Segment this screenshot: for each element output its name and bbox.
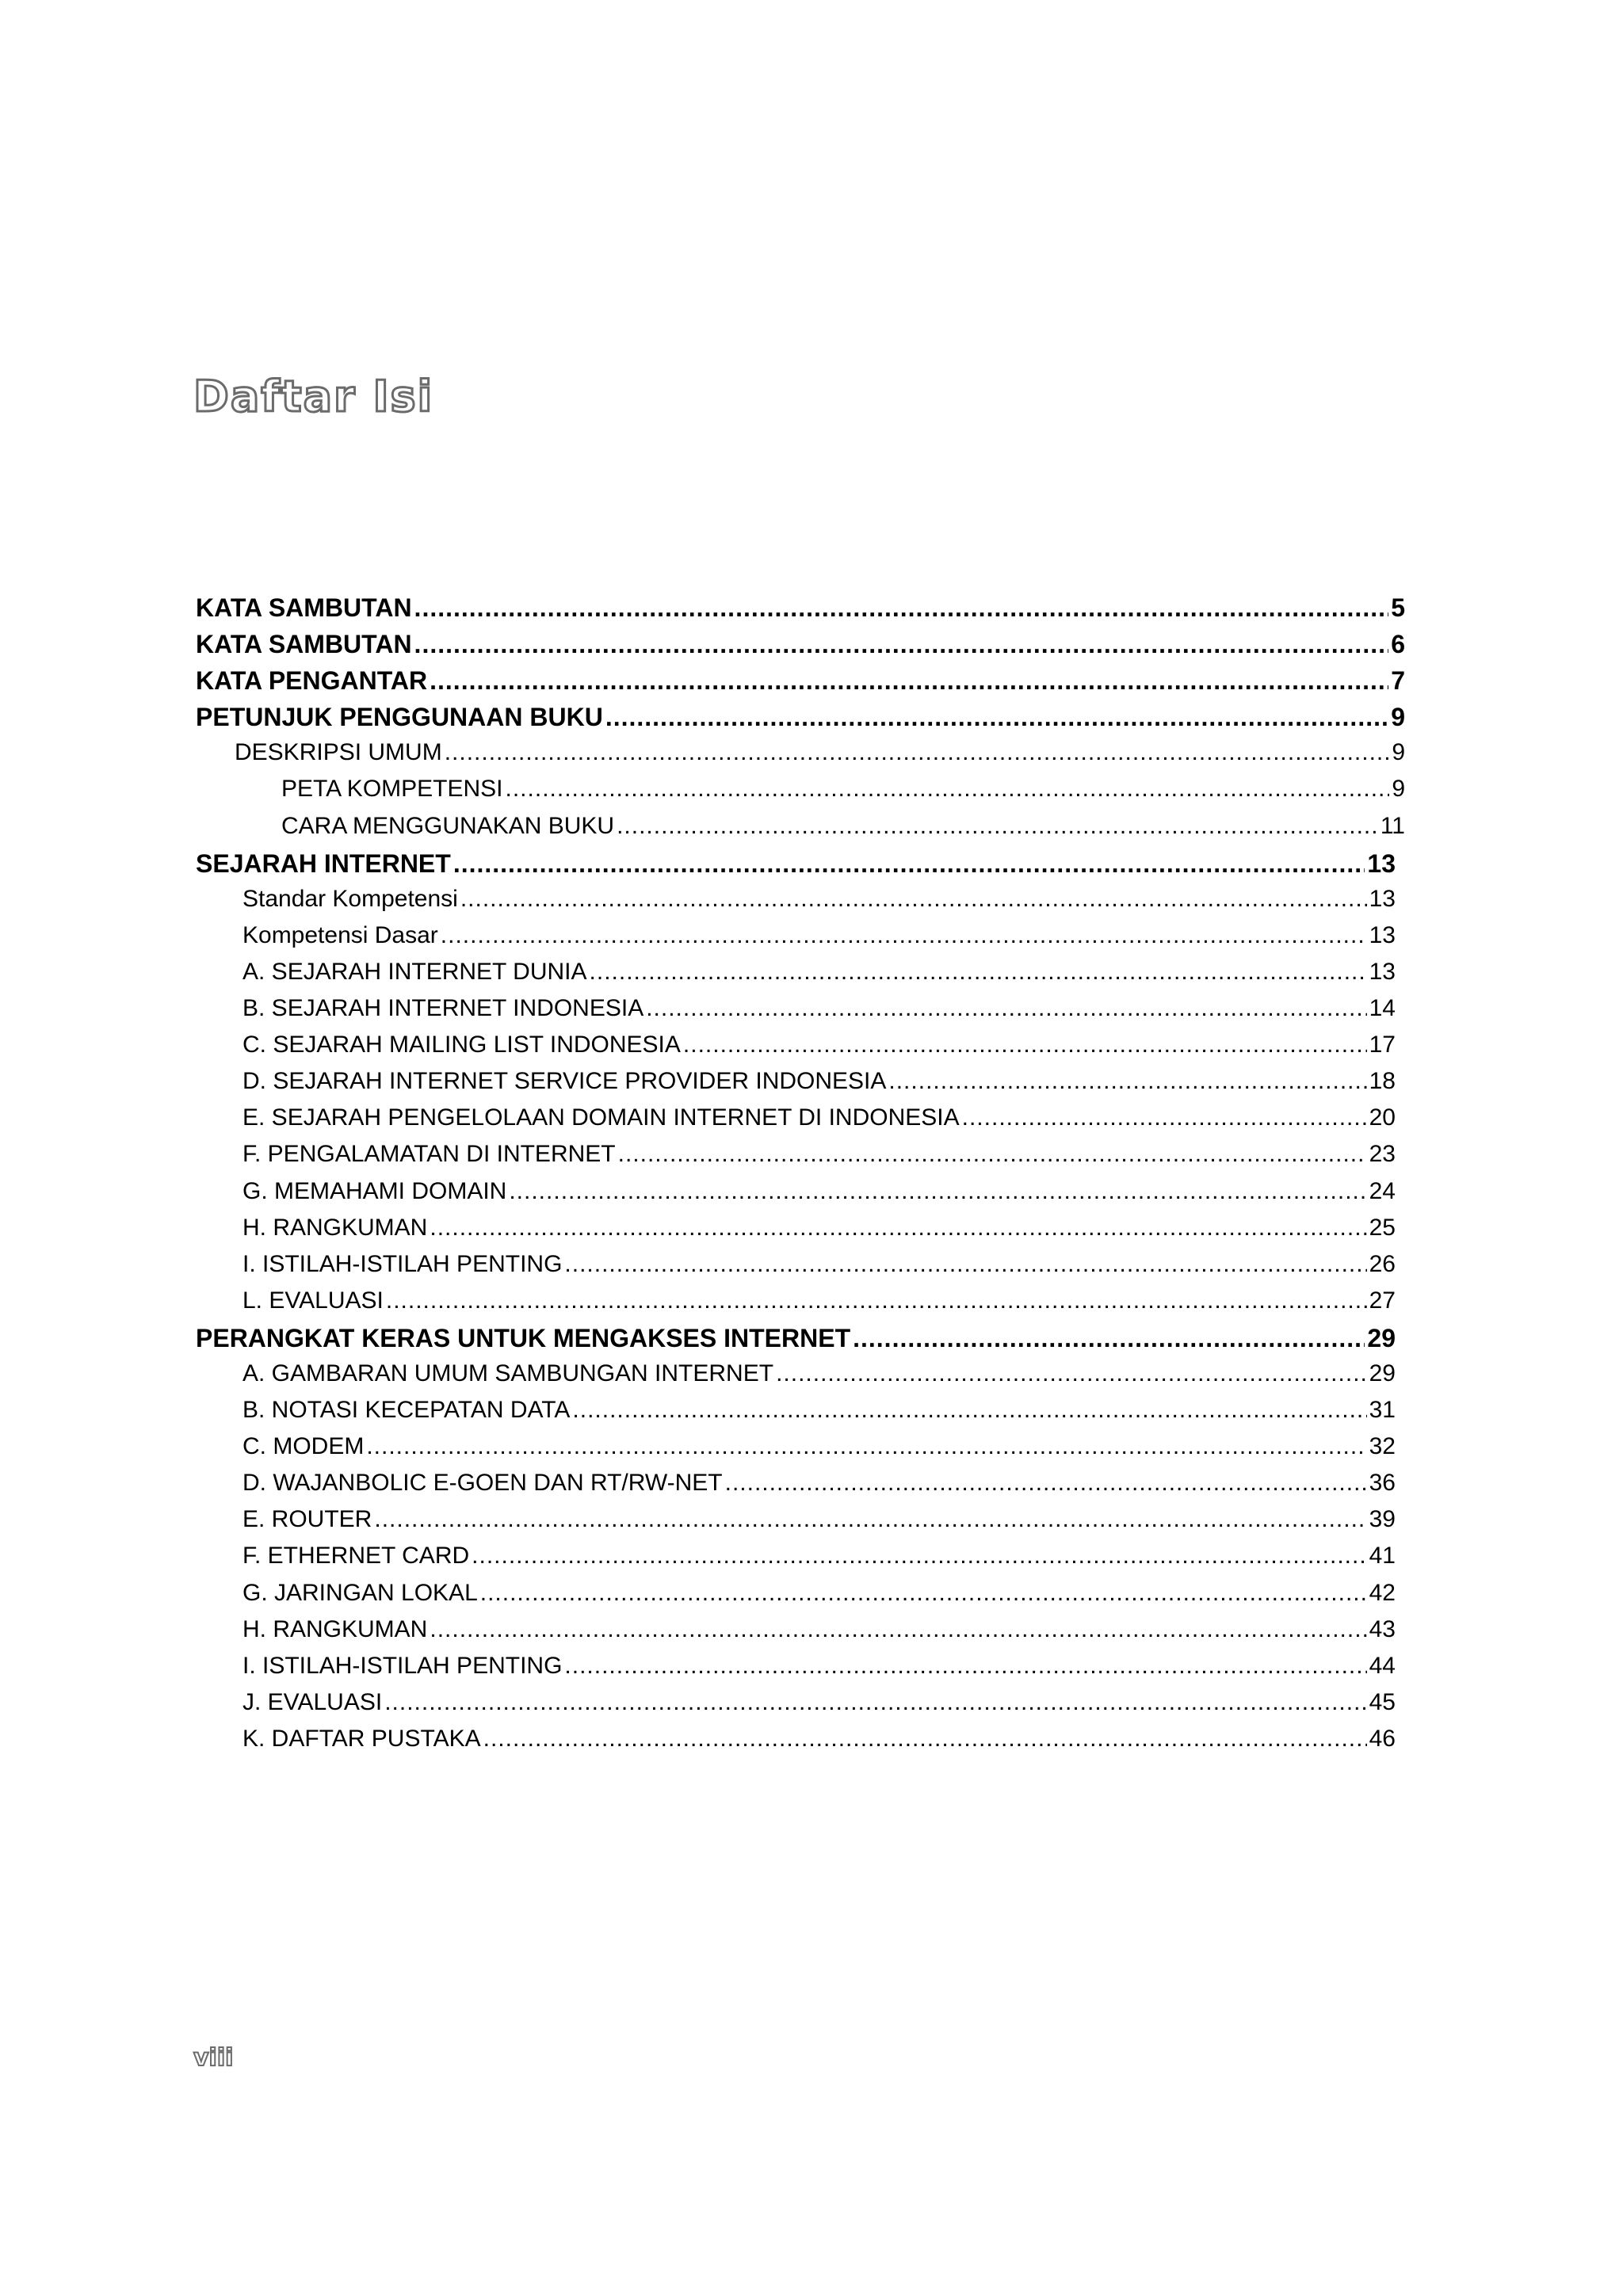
toc-entry-page: 25 <box>1369 1214 1396 1241</box>
dot-leader <box>483 1726 1367 1753</box>
dot-leader <box>617 813 1378 840</box>
dot-leader <box>618 1141 1367 1168</box>
toc-entry-page: 43 <box>1369 1615 1396 1642</box>
toc-entry[interactable] <box>0 703 1623 739</box>
toc-entry[interactable] <box>0 1324 1623 1360</box>
toc-entry-page: 29 <box>1367 1323 1396 1352</box>
toc-entry[interactable] <box>0 1616 1623 1653</box>
dot-leader <box>366 1433 1366 1460</box>
toc-entry[interactable] <box>0 1397 1623 1433</box>
dot-leader <box>683 1032 1367 1058</box>
toc-entry[interactable] <box>0 959 1623 995</box>
toc-entry-page: 29 <box>1369 1360 1396 1386</box>
dot-leader <box>776 1360 1367 1387</box>
toc-entry-label: B. SEJARAH INTERNET INDONESIA <box>242 995 644 1022</box>
toc-entry-page: 14 <box>1369 995 1396 1022</box>
toc-entry-page: 18 <box>1369 1068 1396 1095</box>
toc-entry-label: D. SEJARAH INTERNET SERVICE PROVIDER INDONESIA <box>242 1068 887 1095</box>
toc-entry-label: KATA SAMBUTAN <box>196 630 412 659</box>
toc-entry-label: SEJARAH INTERNET <box>196 849 451 878</box>
toc-entry-label: PETA KOMPETENSI <box>281 776 503 803</box>
toc-entry-page: 23 <box>1369 1141 1396 1168</box>
toc-entry-label: A. SEJARAH INTERNET DUNIA <box>242 958 587 985</box>
toc-entry[interactable] <box>0 1068 1623 1104</box>
dot-leader <box>888 1068 1366 1095</box>
toc-entry[interactable] <box>0 1689 1623 1726</box>
dot-leader <box>386 1287 1367 1314</box>
toc-entry[interactable] <box>0 1726 1623 1762</box>
toc-entry-label: I. ISTILAH-ISTILAH PENTING <box>242 1250 563 1277</box>
dot-leader <box>460 886 1367 913</box>
toc-entry-label: L. EVALUASI <box>242 1287 384 1314</box>
toc-entry-label: F. ETHERNET CARD <box>242 1543 470 1569</box>
toc-entry[interactable] <box>0 1251 1623 1287</box>
toc-entry-page: 6 <box>1391 630 1405 659</box>
toc-entry[interactable] <box>0 886 1623 922</box>
toc-entry-label: KATA SAMBUTAN <box>196 593 412 622</box>
toc-entry[interactable] <box>0 1215 1623 1251</box>
dot-leader <box>572 1397 1366 1424</box>
toc-entry-label: F. PENGALAMATAN DI INTERNET <box>242 1141 616 1168</box>
toc-entry-page: 46 <box>1369 1725 1396 1752</box>
dot-leader <box>564 1251 1366 1278</box>
dot-leader <box>472 1543 1366 1569</box>
toc-entry-page: 45 <box>1369 1688 1396 1715</box>
toc-entry-page: 13 <box>1369 921 1396 948</box>
toc-entry-page: 13 <box>1369 885 1396 912</box>
dot-leader <box>384 1689 1366 1716</box>
toc-entry-label: E. SEJARAH PENGELOLAAN DOMAIN INTERNET DI INDONESIA <box>242 1104 960 1131</box>
toc-entry[interactable] <box>0 666 1623 703</box>
toc-entry-label: PETUNJUK PENGGUNAAN BUKU <box>196 703 603 732</box>
toc-entry-page: 26 <box>1369 1250 1396 1277</box>
toc-entry-label: K. DAFTAR PUSTAKA <box>242 1725 481 1752</box>
toc-entry-page: 17 <box>1369 1032 1396 1058</box>
toc-entry[interactable] <box>0 1543 1623 1579</box>
dot-leader <box>590 959 1367 986</box>
toc-entry[interactable] <box>0 630 1623 666</box>
toc-entry-label: PERANGKAT KERAS UNTUK MENGAKSES INTERNET <box>196 1323 851 1352</box>
toc-entry[interactable] <box>0 813 1623 849</box>
toc-entry[interactable] <box>0 1141 1623 1177</box>
table-of-contents <box>0 593 1623 1762</box>
toc-entry-page: 39 <box>1369 1506 1396 1533</box>
toc-entry[interactable] <box>0 593 1623 630</box>
toc-entry-label: H. RANGKUMAN <box>242 1214 428 1241</box>
dot-leader <box>564 1653 1366 1680</box>
toc-entry-page: 27 <box>1369 1287 1396 1314</box>
toc-entry-label: DESKRIPSI UMUM <box>235 739 442 766</box>
toc-entry-label: I. ISTILAH-ISTILAH PENTING <box>242 1652 563 1679</box>
dot-leader <box>430 1215 1366 1241</box>
toc-entry[interactable] <box>0 1470 1623 1506</box>
dot-leader <box>414 630 1389 659</box>
dot-leader <box>509 1178 1366 1205</box>
toc-entry[interactable] <box>0 1580 1623 1616</box>
toc-entry-label: D. WAJANBOLIC E-GOEN DAN RT/RW-NET <box>242 1470 723 1497</box>
dot-leader <box>506 776 1390 803</box>
toc-entry[interactable] <box>0 1433 1623 1470</box>
toc-entry[interactable] <box>0 1653 1623 1689</box>
toc-entry[interactable] <box>0 1506 1623 1543</box>
toc-entry[interactable] <box>0 1287 1623 1324</box>
toc-entry[interactable] <box>0 995 1623 1032</box>
dot-leader <box>646 995 1366 1022</box>
dot-leader <box>430 1616 1366 1643</box>
toc-entry[interactable] <box>0 1104 1623 1141</box>
toc-entry-label: G. JARINGAN LOKAL <box>242 1579 478 1606</box>
toc-entry-page: 13 <box>1369 958 1396 985</box>
toc-entry-page: 5 <box>1391 593 1405 622</box>
toc-entry-label: KATA PENGANTAR <box>196 666 428 696</box>
toc-entry-page: 9 <box>1392 739 1405 766</box>
toc-entry-label: E. ROUTER <box>242 1506 372 1533</box>
toc-entry-label: A. GAMBARAN UMUM SAMBUNGAN INTERNET <box>242 1360 774 1386</box>
toc-entry-page: 7 <box>1391 666 1405 696</box>
toc-entry-page: 20 <box>1369 1104 1396 1131</box>
toc-entry-label: C. SEJARAH MAILING LIST INDONESIA <box>242 1032 681 1058</box>
toc-entry[interactable] <box>0 1360 1623 1397</box>
toc-entry[interactable] <box>0 776 1623 812</box>
toc-entry[interactable] <box>0 1032 1623 1068</box>
dot-leader <box>853 1324 1365 1353</box>
toc-entry[interactable] <box>0 1178 1623 1215</box>
dot-leader <box>374 1506 1366 1533</box>
dot-leader <box>414 593 1389 623</box>
dot-leader <box>605 703 1388 732</box>
toc-entry-page: 44 <box>1369 1652 1396 1679</box>
dot-leader <box>441 922 1367 949</box>
toc-entry-label: Kompetensi Dasar <box>242 921 438 948</box>
toc-entry-page: 32 <box>1369 1433 1396 1460</box>
toc-entry-page: 13 <box>1367 849 1396 878</box>
toc-entry-page: 9 <box>1391 703 1405 732</box>
toc-entry-page: 24 <box>1369 1177 1396 1204</box>
toc-entry-label: C. MODEM <box>242 1433 365 1460</box>
toc-entry-label: G. MEMAHAMI DOMAIN <box>242 1177 507 1204</box>
toc-entry-page: 41 <box>1369 1543 1396 1569</box>
toc-entry-label: J. EVALUASI <box>242 1688 383 1715</box>
toc-entry[interactable] <box>0 849 1623 886</box>
dot-leader <box>962 1104 1367 1131</box>
toc-entry-page: 42 <box>1369 1579 1396 1606</box>
toc-entry-label: Standar Kompetensi <box>242 885 458 912</box>
toc-entry[interactable] <box>0 922 1623 959</box>
dot-leader <box>445 739 1390 766</box>
dot-leader <box>480 1580 1367 1607</box>
toc-entry-page: 11 <box>1380 812 1405 839</box>
toc-entry-page: 9 <box>1392 776 1405 803</box>
page-number: viii <box>193 2044 234 2072</box>
toc-entry-page: 31 <box>1369 1397 1396 1424</box>
toc-entry[interactable] <box>0 739 1623 776</box>
dot-leader <box>725 1470 1367 1497</box>
toc-entry-label: B. NOTASI KECEPATAN DATA <box>242 1397 571 1424</box>
toc-entry-label: H. RANGKUMAN <box>242 1615 428 1642</box>
page-title: Daftar Isi <box>193 372 434 421</box>
toc-entry-page: 36 <box>1369 1470 1396 1497</box>
dot-leader <box>430 666 1388 696</box>
dot-leader <box>453 849 1365 879</box>
toc-entry-label: CARA MENGGUNAKAN BUKU <box>281 812 615 839</box>
